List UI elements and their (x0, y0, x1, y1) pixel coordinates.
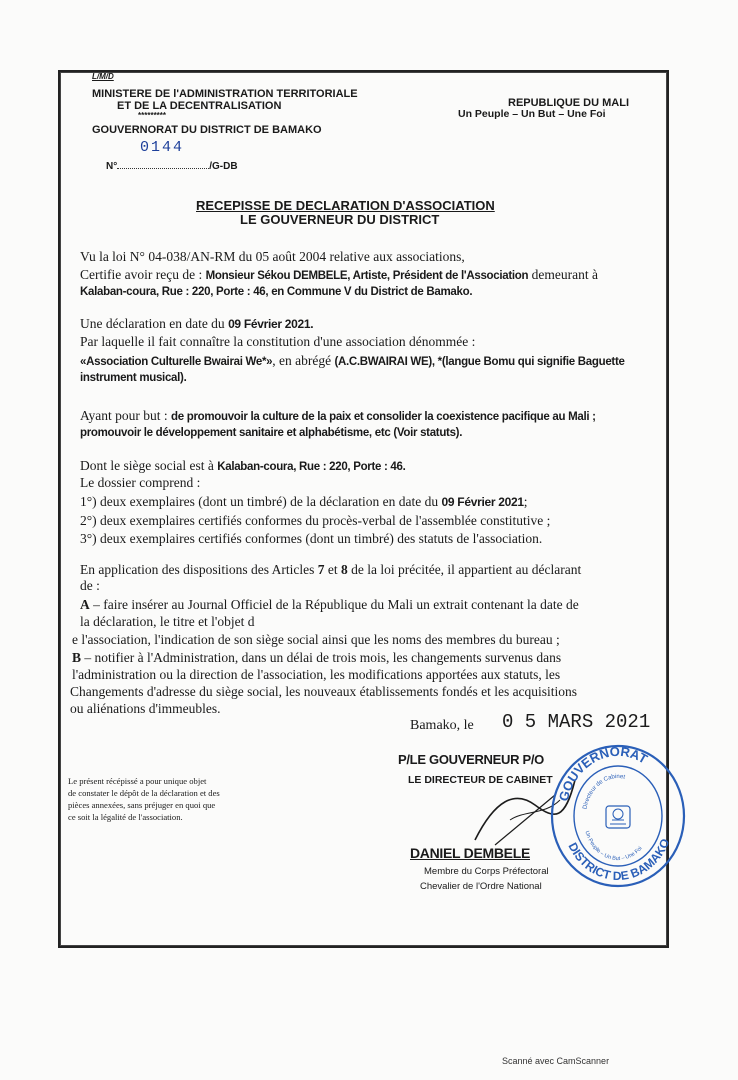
certify-label: Certifie avoir reçu de : (80, 267, 206, 282)
ministry-line-2: ET DE LA DECENTRALISATION (117, 100, 282, 112)
article-8: 8 (340, 562, 348, 577)
ministry-line-1: MINISTERE DE l'ADMINISTRATION TERRITORIALE (92, 88, 358, 100)
dossier-item-1 (80, 494, 528, 510)
association-name: «Association Culturelle Bwairai We*» (80, 356, 273, 368)
seat-line (80, 458, 406, 474)
obligation-a-line-3: e l'association, l'indication de son siège social ainsi que les noms des membres du bureau ; (72, 632, 560, 647)
dossier-item-3: 3°) deux exemplaires certifiés conformes (dont un timbré) des statuts de l'association. (80, 531, 543, 546)
legal-note-line-1: Le présent récépissé a pour unique objet (68, 776, 207, 786)
document-title: RECEPISSE DE DECLARATION D'ASSOCIATION (196, 198, 495, 213)
obligation-b-text: – notifier à l'Administration, dans un délai de trois mois, les changements survenus dans (81, 650, 562, 665)
dossier-item-1-end: ; (523, 494, 528, 509)
scanner-watermark: Scanné avec CamScanner (502, 1056, 610, 1066)
declarant-address: Kalaban-coura, Rue : 220, Porte : 46, en Commune V du District de Bamako. (80, 286, 473, 298)
association-abbrev-cont: instrument musical). (80, 372, 187, 384)
dossier-item-1-date: 09 Février 2021 (441, 495, 524, 509)
body-line-law: Vu la loi N° 04-038/AN-RM du 05 août 2004 relative aux associations, (80, 249, 465, 264)
number-field (117, 158, 209, 169)
for-governor-label: P/LE GOUVERNEUR P/O (398, 752, 544, 767)
signatory-title-1: Membre du Corps Préfectoral (424, 866, 549, 877)
header-code: L/M/D (92, 72, 114, 81)
obligation-a-line-2: la déclaration, le titre et l'objet d (80, 614, 255, 629)
registration-number: 0144 (140, 139, 185, 156)
purpose-text-cont: promouvoir le développement sanitaire et alphabétisme, etc (Voir statuts). (80, 427, 463, 439)
article-and: et (324, 562, 341, 577)
republic-label: REPUBLIQUE DU MALI (508, 97, 629, 109)
declarant-name: Monsieur Sékou DEMBELE, Artiste, Président de l'Association (205, 270, 529, 282)
certify-suffix: demeurant à (528, 267, 598, 282)
obligation-b-line-2: l'administration ou la direction de l'association, les modifications apportées aux statuts, les (72, 667, 561, 682)
stamp-inner-text: Directeur de Cabinet (582, 773, 626, 810)
legal-note (68, 775, 220, 823)
signatory-title-2: Chevalier de l'Ordre National (420, 881, 542, 892)
republic-motto: Un Peuple – Un But – Une Foi (458, 108, 606, 120)
obligation-a-letter: A (80, 597, 90, 612)
body-line-constitution: Par laquelle il fait connaître la constitution d'une association dénommée : (80, 334, 476, 349)
declaration-date-line (80, 316, 313, 332)
purpose-label: Ayant pour but : (80, 408, 171, 423)
obligation-b-letter: B (72, 650, 82, 665)
declaration-date-label: Une déclaration en date du (80, 316, 229, 331)
obligation-b-line-3: Changements d'adresse du siège social, les nouveaux établissements fondés et les acquisitions (70, 684, 578, 699)
body-line-certify (80, 267, 598, 283)
declaration-date: 09 Février 2021. (228, 317, 314, 331)
stamp-inner-motto: Un Peuple – Un But – Une Foi (583, 830, 644, 863)
signatory-name: DANIEL DEMBELE (410, 845, 530, 861)
stamp-emblem-icon (606, 806, 630, 828)
stamp-bottom-text: DISTRICT DE BAMAKO (565, 836, 673, 884)
seat-label: Dont le siège social est à (80, 458, 218, 473)
dossier-label: Le dossier comprend : (80, 475, 201, 490)
signature-date: 0 5 MARS 2021 (502, 711, 651, 733)
header-stars: ********* (138, 111, 167, 120)
application-line-cont: de : (80, 578, 100, 593)
stamp-top-text: GOUVERNORAT (555, 743, 651, 803)
number-prefix: N° (106, 161, 118, 172)
obligation-a-line (80, 597, 579, 613)
document-subtitle: LE GOUVERNEUR DU DISTRICT (240, 212, 440, 227)
number-suffix: /G-DB (209, 161, 238, 172)
number-line (106, 158, 238, 172)
abbrev-label: , en abrégé (272, 353, 335, 368)
seat-address: Kalaban-coura, Rue : 220, Porte : 46. (217, 461, 406, 473)
dossier-item-1-text: 1°) deux exemplaires (dont un timbré) de la déclaration en date du (80, 494, 442, 509)
association-name-line (80, 353, 625, 369)
obligation-a-text: – faire insérer au Journal Officiel de la République du Mali un extrait contenant la date de (89, 597, 579, 612)
official-stamp (548, 738, 688, 888)
obligation-b-line (72, 650, 561, 666)
director-label: LE DIRECTEUR DE CABINET (408, 774, 553, 786)
legal-note-line-3: pièces annexées, sans préjuger en quoi que (68, 800, 216, 810)
application-text: En application des dispositions des Articles (80, 562, 318, 577)
article-7: 7 (317, 562, 325, 577)
place-label: Bamako, le (410, 718, 474, 733)
purpose-text: de promouvoir la culture de la paix et consolider la coexistence pacifique au Mali ; (171, 411, 596, 423)
application-line (80, 562, 581, 578)
dossier-item-2: 2°) deux exemplaires certifiés conformes du procès-verbal de l'assemblée constitutive ; (80, 513, 551, 528)
governorate-label: GOUVERNORAT DU DISTRICT DE BAMAKO (92, 124, 322, 136)
purpose-line (80, 408, 596, 424)
obligation-b-line-4: ou aliénations d'immeubles. (70, 701, 221, 716)
association-abbrev: (A.C.BWAIRAI WE), *(langue Bomu qui signifie Baguette (334, 356, 625, 368)
legal-note-line-2: de constater le dépôt de la déclaration et des (68, 788, 220, 798)
legal-note-line-4: ce soit la légalité de l'association. (68, 812, 183, 822)
application-text-end: de la loi précitée, il appartient au déclarant (347, 562, 582, 577)
